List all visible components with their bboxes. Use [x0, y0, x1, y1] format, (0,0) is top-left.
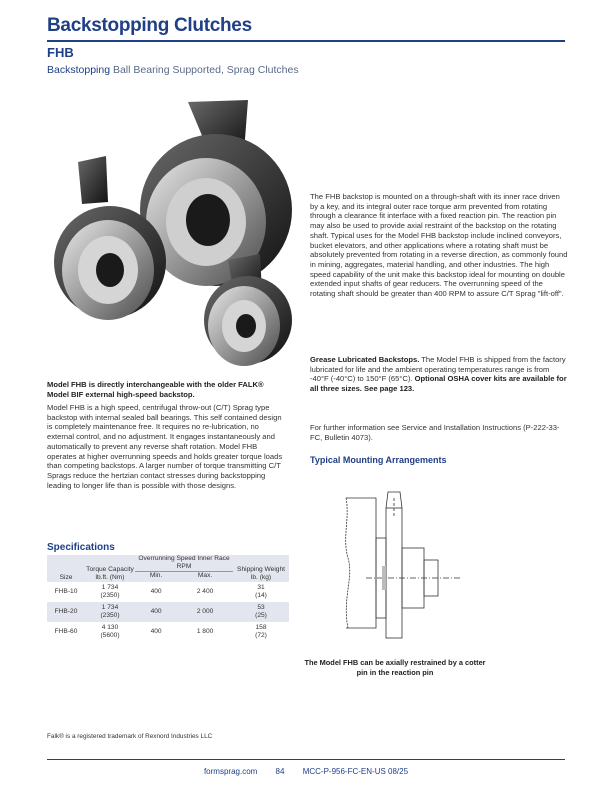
table-header-row: [47, 555, 289, 572]
trademark-note: Falk® is a registered trademark of Rexnord Industries LLC: [47, 733, 213, 740]
figure-caption: The Model FHB can be axially restrained by a cotter pin in the reaction pin: [304, 658, 486, 677]
intro-bold: Model FHB is directly interchangeable with the older FALK® Model BIF external high-speed backstop.: [47, 380, 264, 399]
left-clutch-bore: [96, 253, 124, 287]
further-info-paragraph: For further information see Service and Installation Instructions (P-222-33-FC, Bulletin 4073).: [310, 423, 560, 442]
table-row: FHB-10 1 734 (2350) 400 2 400 31 (14): [54, 584, 267, 599]
table-row: FHB-20 1 734 (2350) 400 2 000 53 (25): [47, 602, 289, 622]
header-max: Max.: [197, 572, 213, 579]
large-clutch-bore: [186, 194, 230, 246]
header-weight: Shipping Weight lb. (kg): [237, 566, 285, 581]
intro-body: Model FHB is a high speed, centrifugal throw-out (C/T) Sprag type backstop with internal sealed ball bearings. This self contained design is completely maintenance free. It requires no re-lubrication, no external control, and no adjustment. It engages instantaneously and automatically to prevent any reverse shaft rotation. Model FHB operates at higher overrunning speeds and holds greater torque loads than competing backstops. A larger number of torque transmitting C/T Sprags reduce the hertzian contact stresses during backstopping leading to longer life than is possible with those designs.: [47, 403, 283, 490]
page-footer: [0, 767, 612, 776]
footer-divider: [47, 759, 565, 760]
subtitle-bold: Backstopping: [47, 64, 111, 76]
header-size: Size: [59, 574, 73, 581]
document-code: MCC-P-956-FC-EN-US 08/25: [302, 767, 409, 776]
footer-website[interactable]: formsprag.com: [203, 767, 258, 776]
lubrication-paragraph: Grease Lubricated Backstops. The Model FHB is shipped from the factory lubricated for life and the ambient operating temperatures range is from -40°F (-40°C) to 150°F (65°C). Optional OSHA cover kits are available for all three sizes. See page 123.: [310, 355, 567, 394]
product-photo: [48, 92, 308, 374]
subtitle: [47, 64, 299, 76]
header-min: Min.: [149, 572, 163, 579]
description-paragraph: The FHB backstop is mounted on a through-shaft with its inner race driven by a key, and its integral outer race torque arm prevented from rotating through a clearance fit interface with a fixed reaction pin. The reaction pin may also be used to provide axial restraint of the backstop on the rotating shaft. Typical uses for the Model FHB backstop include inclined conveyors, bucket elevators, and other applications where a rotating shaft must be absolutely prevented from rotating in a reverse direction, as commonly found in mining, aggregates, material handling, and other industries. The high speed capability of the unit make this backstop ideal for mounting on double extended input shafts of gear reducers. The overrunning speed of the rotating shaft should be greater than 400 RPM to assure C/T Sprag "lift-off".: [310, 192, 568, 299]
mounting-diagram: [336, 478, 466, 654]
reaction-pin: [382, 566, 386, 590]
header-overrun: Overrunning Speed Inner Race RPM: [135, 555, 233, 572]
mounting-heading: Typical Mounting Arrangements: [310, 455, 447, 465]
model-heading: FHB: [47, 45, 74, 60]
specifications-heading: Specifications: [47, 542, 115, 553]
small-clutch-bore: [236, 314, 256, 338]
specifications-table: [47, 555, 289, 642]
table-row: FHB-60 4 130 (5600) 400 1 800 158 (72): [54, 624, 267, 639]
title-divider: [47, 40, 565, 42]
header-torque: Torque Capacity lb.ft. (Nm): [86, 566, 134, 581]
page-number: 84: [275, 767, 285, 776]
page-title: Backstopping Clutches: [47, 15, 252, 36]
subtitle-rest: Ball Bearing Supported, Sprag Clutches: [110, 64, 299, 76]
